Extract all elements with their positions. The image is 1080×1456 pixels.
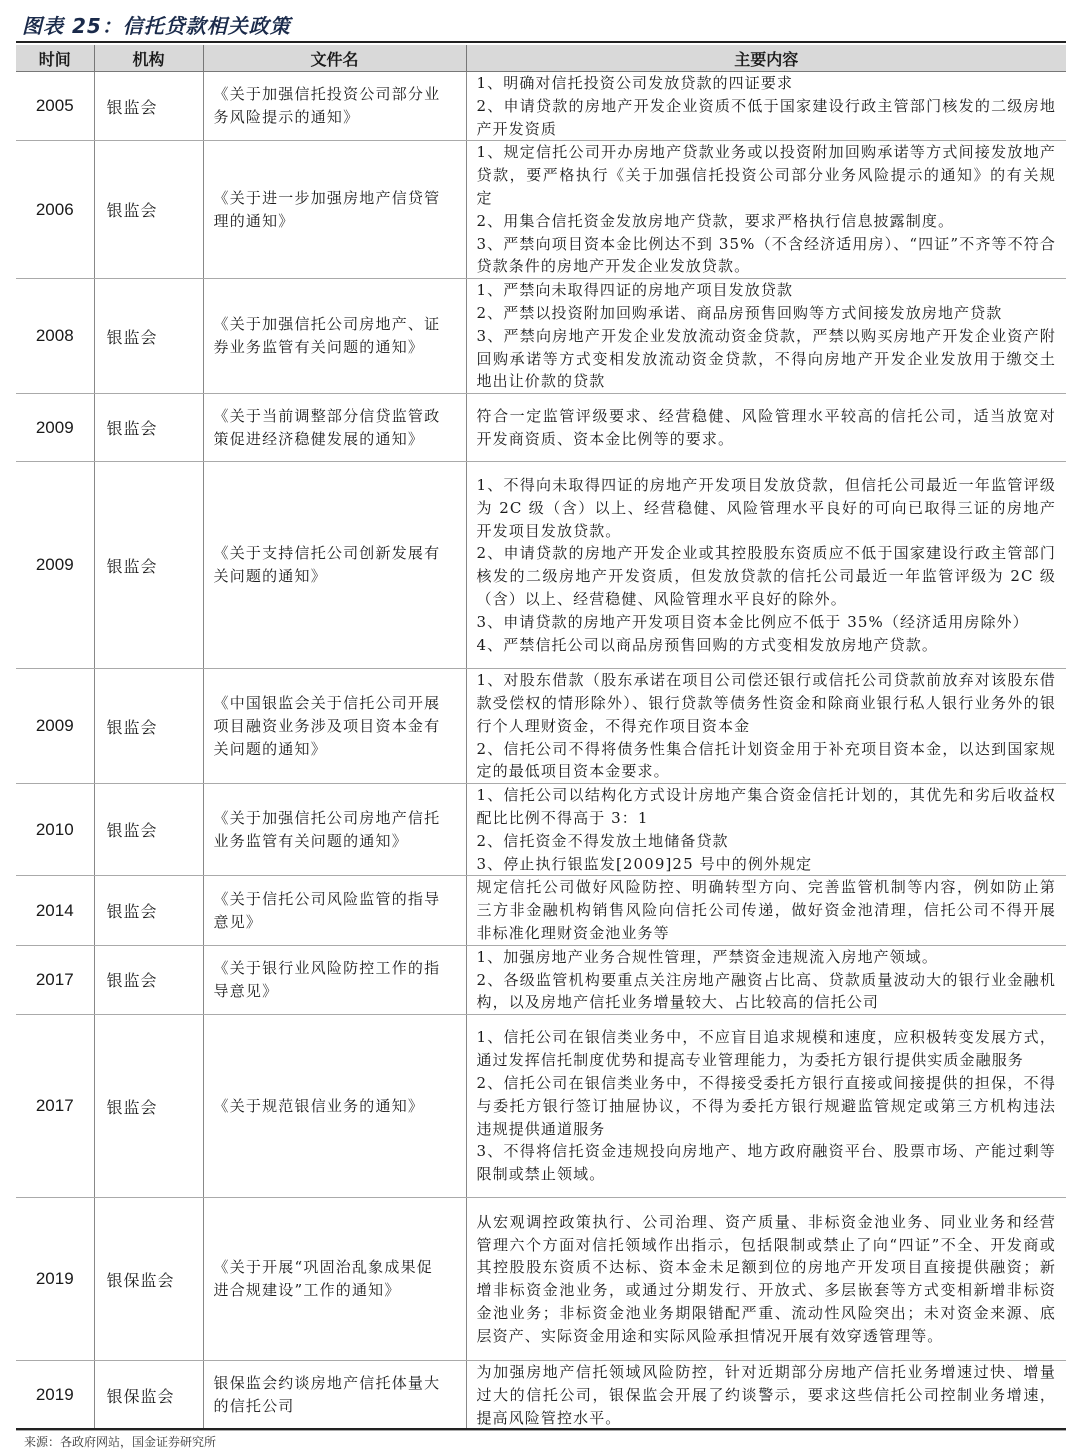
org-cell: 银保监会 <box>94 1361 203 1430</box>
org-cell: 银保监会 <box>94 1198 203 1361</box>
document-name-cell: 《关于银行业风险防控工作的指导意见》 <box>203 945 466 1014</box>
content-cell <box>466 462 1066 669</box>
content-item: 2、信托资金不得发放土地储备贷款 <box>476 831 729 850</box>
content-item: 2、信托公司不得将债务性集合信托计划资金用于补充项目资本金，以达到国家规定的最低项目资本金要求。 <box>476 739 1056 781</box>
content-cell <box>466 72 1066 141</box>
header-org: 机构 <box>94 45 203 72</box>
document-name-cell: 《关于当前调整部分信贷监管政策促进经济稳健发展的通知》 <box>203 394 466 462</box>
document-name-cell: 《关于加强信托公司房地产信托业务监管有关问题的通知》 <box>203 784 466 876</box>
table-row <box>16 462 1066 669</box>
document-name-cell: 《中国银监会关于信托公司开展项目融资业务涉及项目资本金有关问题的通知》 <box>203 669 466 784</box>
content-cell <box>466 141 1066 279</box>
table-row <box>16 1361 1066 1430</box>
table-row <box>16 279 1066 394</box>
table-row <box>16 72 1066 141</box>
document-name-cell: 《关于加强信托公司房地产、证券业务监管有关问题的通知》 <box>203 279 466 394</box>
year-cell: 2019 <box>16 1198 94 1361</box>
year-cell: 2019 <box>16 1361 94 1430</box>
content-cell <box>466 279 1066 394</box>
content-item: 规定信托公司做好风险防控、明确转型方向、完善监管机制等内容，例如防止第三方非金融机构销售风险向信托公司传递，做好资金池清理，信托公司不得开展非标准化理财资金池业务等 <box>476 878 1056 942</box>
bottom-rule <box>16 1428 1066 1430</box>
document-name-cell: 《关于规范银信业务的通知》 <box>203 1015 466 1198</box>
year-cell: 2005 <box>16 72 94 141</box>
org-cell: 银监会 <box>94 784 203 876</box>
table-body <box>16 72 1066 1431</box>
document-name-cell: 《关于加强信托投资公司部分业务风险提示的通知》 <box>203 72 466 141</box>
content-cell <box>466 1015 1066 1198</box>
org-cell: 银监会 <box>94 462 203 669</box>
content-item: 1、信托公司在银信类业务中，不应盲目追求规模和速度，应积极转变发展方式，通过发挥信托制度优势和提高专业管理能力，为委托方银行提供实质金融服务 <box>476 1028 1056 1070</box>
content-item: 从宏观调控政策执行、公司治理、资产质量、非标资金池业务、同业业务和经营管理六个方面对信托领域作出指示，包括限制或禁止了向“四证”不全、开发商或其控股股东资质不达标、资本金未足额到位的房地产开发项目直接提供融资；新增非标资金池业务，或通过分期发行、开放式、多层嵌套等方式变相新增非标资金池业务；非标资金池业务期限错配严重、流动性风险突出；未对资金来源、底层资产、实际资金用途和实际风险承担情况开展有效穿透管理等。 <box>476 1212 1056 1345</box>
content-item: 3、严禁向项目资本金比例达不到 35%（不含经济适用房）、“四证”不齐等不符合贷款条件的房地产开发企业发放贷款。 <box>476 234 1056 276</box>
org-cell: 银监会 <box>94 279 203 394</box>
document-name-cell: 《关于开展“巩固治乱象成果促进合规建设”工作的通知》 <box>203 1198 466 1361</box>
table-row <box>16 876 1066 945</box>
content-item: 2、申请贷款的房地产开发企业资质不低于国家建设行政主管部门核发的二级房地产开发资质 <box>476 96 1056 138</box>
content-cell <box>466 669 1066 784</box>
year-cell: 2009 <box>16 462 94 669</box>
document-name-cell: 《关于信托公司风险监管的指导意见》 <box>203 876 466 945</box>
table-row <box>16 141 1066 279</box>
document-name-cell: 银保监会约谈房地产信托体量大的信托公司 <box>203 1361 466 1430</box>
content-cell <box>466 1361 1066 1430</box>
year-cell: 2006 <box>16 141 94 279</box>
content-item: 1、对股东借款（股东承诺在项目公司偿还银行或信托公司贷款前放弃对该股东借款受偿权的情形除外）、银行贷款等债务性资金和除商业银行私人银行业务外的银行个人理财资金，不得充作项目资本金 <box>476 671 1056 735</box>
figure-title: 图表 25：信托贷款相关政策 <box>22 14 291 38</box>
content-item: 3、申请贷款的房地产开发项目资本金比例应不低于 35%（经济适用房除外） <box>476 612 1029 631</box>
content-cell <box>466 945 1066 1014</box>
org-cell: 银监会 <box>94 945 203 1014</box>
content-item: 3、停止执行银监发[2009]25 号中的例外规定 <box>476 854 813 873</box>
content-item: 3、严禁向房地产开发企业发放流动资金贷款，严禁以购买房地产开发企业资产附回购承诺等方式变相发放流动资金贷款，不得向房地产开发企业发放用于缴交土地出让价款的贷款 <box>476 326 1056 391</box>
org-cell: 银监会 <box>94 141 203 279</box>
table-row <box>16 784 1066 876</box>
content-item: 2、用集合信托资金发放房地产贷款，要求严格执行信息披露制度。 <box>476 211 955 230</box>
header-row <box>16 45 1066 72</box>
year-cell: 2010 <box>16 784 94 876</box>
org-cell: 银监会 <box>94 394 203 462</box>
org-cell: 银监会 <box>94 72 203 141</box>
document-name-cell: 《关于进一步加强房地产信贷管理的通知》 <box>203 141 466 279</box>
header-doc: 文件名 <box>203 45 466 72</box>
header-time: 时间 <box>16 45 94 72</box>
year-cell: 2008 <box>16 279 94 394</box>
table-row <box>16 394 1066 462</box>
table-row <box>16 945 1066 1014</box>
header-content: 主要内容 <box>466 45 1066 72</box>
year-cell: 2017 <box>16 1015 94 1198</box>
table-row <box>16 669 1066 784</box>
content-item: 1、不得向未取得四证的房地产开发项目发放贷款，但信托公司最近一年监管评级为 2C 级（含）以上、经营稳健、风险管理水平良好的可向已取得三证的房地产开发项目发放贷款。 <box>476 475 1056 540</box>
content-item: 1、信托公司以结构化方式设计房地产集合资金信托计划的，其优先和劣后收益权配比比例不得高于 3：1 <box>476 786 1056 827</box>
content-cell <box>466 876 1066 945</box>
content-cell <box>466 784 1066 876</box>
content-item: 1、明确对信托投资公司发放贷款的四证要求 <box>476 74 794 92</box>
year-cell: 2009 <box>16 669 94 784</box>
content-cell <box>466 394 1066 462</box>
policy-table <box>16 45 1066 1431</box>
content-item: 2、申请贷款的房地产开发企业或其控股股东资质应不低于国家建设行政主管部门核发的二级房地产开发资质，但发放贷款的信托公司最近一年监管评级为 2C 级（含）以上、经营稳健、风险管理水平良好的除外。 <box>476 544 1056 608</box>
content-item: 4、严禁信托公司以商品房预售回购的方式变相发放房地产贷款。 <box>476 635 938 654</box>
year-cell: 2009 <box>16 394 94 462</box>
document-name-cell: 《关于支持信托公司创新发展有关问题的通知》 <box>203 462 466 669</box>
year-cell: 2014 <box>16 876 94 945</box>
content-item: 符合一定监管评级要求、经营稳健、风险管理水平较高的信托公司，适当放宽对开发商资质、资本金比例等的要求。 <box>476 406 1056 448</box>
table-row <box>16 1198 1066 1361</box>
content-cell <box>466 1198 1066 1361</box>
content-item: 1、规定信托公司开办房地产贷款业务或以投资附加回购承诺等方式间接发放地产贷款，要严格执行《关于加强信托投资公司部分业务风险提示的通知》的有关规定 <box>476 143 1056 207</box>
content-item: 3、不得将信托资金违规投向房地产、地方政府融资平台、股票市场、产能过剩等限制或禁止领域。 <box>476 1142 1056 1184</box>
content-item: 2、严禁以投资附加回购承诺、商品房预售回购等方式间接发放房地产贷款 <box>476 303 1003 322</box>
content-item: 2、各级监管机构要重点关注房地产融资占比高、贷款质量波动大的银行业金融机构，以及房地产信托业务增量较大、占比较高的信托公司 <box>476 970 1056 1012</box>
content-item: 为加强房地产信托领域风险防控，针对近期部分房地产信托业务增速过快、增量过大的信托公司，银保监会开展了约谈警示，要求这些信托公司控制业务增速，提高风险管控水平。 <box>476 1363 1056 1427</box>
title-rule <box>16 41 1066 43</box>
year-cell: 2017 <box>16 945 94 1014</box>
org-cell: 银监会 <box>94 876 203 945</box>
table-row <box>16 1015 1066 1198</box>
content-item: 1、严禁向未取得四证的房地产项目发放贷款 <box>476 281 794 300</box>
content-item: 2、信托公司在银信类业务中，不得接受委托方银行直接或间接提供的担保，不得与委托方银行签订抽屉协议，不得为委托方银行规避监管规定或第三方机构违法违规提供通道服务 <box>476 1073 1056 1138</box>
source-note: 来源：各政府网站，国金证券研究所 <box>24 1435 217 1449</box>
org-cell: 银监会 <box>94 1015 203 1198</box>
content-item: 1、加强房地产业务合规性管理，严禁资金违规流入房地产领域。 <box>476 947 938 966</box>
org-cell: 银监会 <box>94 669 203 784</box>
